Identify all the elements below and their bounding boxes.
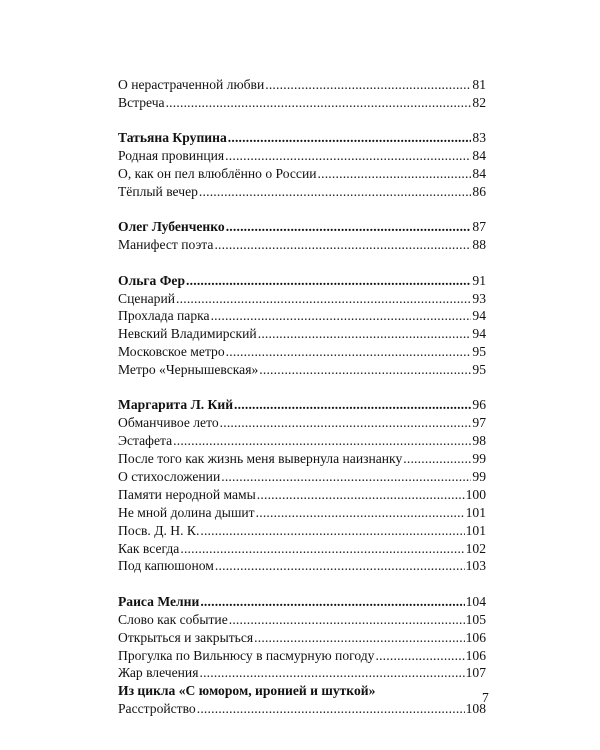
dot-leader (199, 183, 472, 201)
toc-entry (118, 629, 486, 647)
toc-entry-title: Метро «Чернышевская» (118, 362, 259, 378)
toc-entry-title: Прогулка по Вильнюсу в пасмурную погоду (118, 647, 375, 663)
toc-entry-page: 101 (465, 504, 486, 520)
dot-leader (166, 94, 472, 112)
cycle-heading (118, 682, 486, 700)
toc-entry-page: 106 (465, 629, 486, 645)
page-number: 7 (482, 690, 489, 705)
toc-entry-title: Обманчивое лето (118, 415, 219, 431)
toc-entry (118, 76, 486, 94)
toc-entry-page: 83 (472, 130, 486, 146)
toc-entry (118, 611, 486, 629)
toc-entry-page: 96 (472, 397, 486, 413)
dot-leader (259, 361, 471, 379)
dot-leader (173, 432, 471, 450)
toc-entry-page: 84 (472, 148, 486, 164)
toc-entry-title: Встреча (118, 94, 165, 110)
dot-leader (229, 611, 465, 629)
toc-entry (118, 504, 486, 522)
toc-entry-title: О нерастраченной любви (118, 77, 265, 92)
toc-entry-page: 108 (465, 701, 486, 717)
toc-entry-page: 100 (465, 486, 486, 502)
dot-leader (234, 396, 471, 414)
toc-entry (118, 414, 486, 432)
toc-entry (118, 361, 486, 379)
dot-leader (180, 540, 464, 558)
dot-leader (221, 468, 471, 486)
toc-entry (118, 468, 486, 486)
dot-leader (256, 504, 465, 522)
toc-entry-title: Слово как событие (118, 611, 228, 627)
toc-entry-title: Посв. Д. Н. К. (118, 522, 200, 538)
toc-entry-title: Прохлада парка (118, 308, 210, 324)
cycle-heading-title: Из цикла «С юмором, иронией и шуткой» (118, 683, 376, 699)
dot-leader (226, 343, 472, 361)
toc-entry (118, 647, 486, 665)
toc-entry-page: 87 (472, 219, 486, 235)
toc-entry (118, 236, 486, 254)
dot-leader (318, 165, 472, 183)
toc-entry-page: 81 (472, 77, 486, 92)
dot-leader (197, 700, 465, 718)
dot-leader (186, 272, 471, 290)
toc-entry-page: 93 (472, 290, 486, 306)
toc-entry (118, 343, 486, 361)
toc-entry (118, 94, 486, 112)
toc-entry-page: 86 (472, 183, 486, 199)
toc-entry-page: 104 (465, 593, 486, 609)
toc-author-entry (118, 272, 486, 290)
toc-entry-title: Эстафета (118, 433, 173, 449)
toc-author-entry (118, 396, 486, 414)
toc-entry-page: 97 (472, 415, 486, 431)
toc-entry-title: Памяти неродной мамы (118, 486, 256, 502)
toc-entry-title: Как всегда (118, 540, 180, 556)
toc-entry (118, 307, 486, 325)
toc-entry-page: 99 (472, 469, 486, 485)
toc-entry-title: О стихосложении (118, 469, 221, 485)
toc-entry (118, 450, 486, 468)
toc-entry-page: 95 (472, 362, 486, 378)
table-of-contents (118, 76, 486, 718)
toc-entry (118, 183, 486, 201)
toc-entry-page: 88 (472, 237, 486, 253)
toc-entry-page: 101 (465, 522, 486, 538)
dot-leader (375, 647, 464, 665)
dot-leader (226, 218, 472, 236)
dot-leader (200, 593, 464, 611)
toc-entry (118, 432, 486, 450)
toc-entry-title: Открыться и закрыться (118, 629, 254, 645)
toc-author-entry (118, 218, 486, 236)
toc-entry-page: 105 (465, 611, 486, 627)
toc-entry-title: После того как жизнь меня вывернула наизнанку (118, 451, 403, 467)
dot-leader (200, 522, 464, 540)
toc-entry (118, 700, 486, 718)
toc-entry-title: Не мной долина дышит (118, 504, 255, 520)
toc-entry-page: 103 (465, 558, 486, 574)
toc-entry-page: 94 (472, 308, 486, 324)
dot-leader (225, 147, 471, 165)
toc-entry-title: Под капюшоном (118, 558, 214, 574)
dot-leader (220, 414, 472, 432)
toc-entry-page: 84 (472, 166, 486, 182)
toc-entry (118, 325, 486, 343)
dot-leader (258, 325, 472, 343)
dot-leader (403, 450, 471, 468)
toc-entry-title: Жар влечения (118, 665, 199, 681)
dot-leader (257, 486, 465, 504)
author-name: Раиса Мелни (118, 593, 200, 609)
toc-author-entry (118, 593, 486, 611)
toc-entry-title: Расстройство (118, 701, 196, 717)
dot-leader (228, 129, 472, 147)
author-name: Ольга Фер (118, 272, 186, 288)
author-name: Олег Лубенченко (118, 219, 225, 235)
toc-entry-page: 82 (472, 94, 486, 110)
dot-leader (176, 290, 471, 308)
dot-leader (254, 629, 464, 647)
dot-leader (215, 557, 465, 575)
toc-entry-page: 102 (465, 540, 486, 556)
toc-entry-title: Московское метро (118, 344, 225, 360)
toc-entry (118, 165, 486, 183)
toc-entry (118, 664, 486, 682)
toc-entry-page: 95 (472, 344, 486, 360)
toc-entry-page: 107 (465, 665, 486, 681)
toc-entry (118, 522, 486, 540)
author-name: Маргарита Л. Кий (118, 397, 234, 413)
toc-entry-page: 106 (465, 647, 486, 663)
dot-leader (199, 664, 464, 682)
toc-entry-title: Невский Владимирский (118, 326, 257, 342)
toc-entry-title: Родная провинция (118, 148, 225, 164)
toc-entry-page: 91 (472, 272, 486, 288)
toc-entry-page: 98 (472, 433, 486, 449)
toc-entry (118, 290, 486, 308)
toc-entry-page: 94 (472, 326, 486, 342)
toc-entry-page: 99 (472, 451, 486, 467)
dot-leader (214, 236, 471, 254)
toc-entry-title: Сценарий (118, 290, 176, 306)
toc-entry-title: Манифест поэта (118, 237, 214, 253)
dot-leader (265, 76, 471, 94)
toc-entry (118, 540, 486, 558)
toc-entry (118, 557, 486, 575)
toc-entry-title: Тёплый вечер (118, 183, 198, 199)
toc-entry-title: О, как он пел влюблённо о России (118, 166, 317, 182)
toc-entry (118, 147, 486, 165)
dot-leader (211, 307, 472, 325)
author-name: Татьяна Крупина (118, 130, 227, 146)
toc-entry (118, 486, 486, 504)
toc-author-entry (118, 129, 486, 147)
